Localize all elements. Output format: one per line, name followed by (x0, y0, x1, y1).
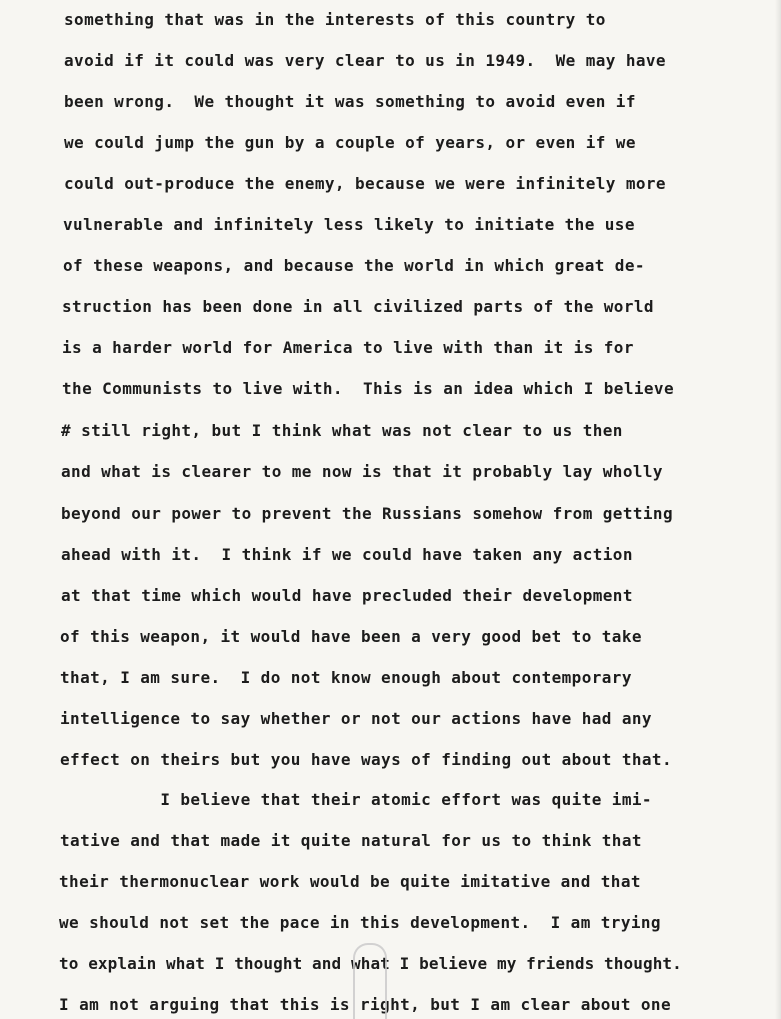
text-line: something that was in the interests of this country to (64, 10, 606, 29)
text-line: I am not arguing that this is right, but I am clear about one (59, 995, 672, 1014)
text-line: vulnerable and infinitely less likely to initiate the use (63, 215, 635, 234)
text-line: that, I am sure. I do not know enough about contemporary (60, 668, 632, 687)
text-line: effect on theirs but you have ways of finding out about that. (60, 750, 673, 769)
paper-clip-mark (353, 943, 387, 1019)
text-line: we should not set the pace in this development. I am trying (59, 913, 661, 932)
text-line: their thermonuclear work would be quite imitative and that (59, 872, 641, 891)
text-line: to explain what I thought and what I believe my friends thought. (59, 954, 682, 973)
text-line: is a harder world for America to live with than it is for (62, 338, 634, 357)
text-line: we could jump the gun by a couple of years, or even if we (64, 133, 636, 152)
page-edge-shadow (775, 0, 781, 1019)
text-line: beyond our power to prevent the Russians somehow from getting (61, 504, 674, 523)
text-line: struction has been done in all civilized parts of the world (62, 297, 654, 316)
text-line: # still right, but I think what was not clear to us then (61, 421, 623, 440)
text-line: I believe that their atomic effort was quite imi- (60, 790, 652, 809)
text-line: the Communists to live with. This is an idea which I believe (62, 379, 675, 398)
text-line: could out-produce the enemy, because we were infinitely more (64, 174, 666, 193)
text-line: and what is clearer to me now is that it probably lay wholly (61, 462, 663, 481)
text-line: intelligence to say whether or not our actions have had any (60, 709, 652, 728)
text-line: of these weapons, and because the world in which great de- (63, 256, 645, 275)
text-line: tative and that made it quite natural for us to think that (60, 831, 642, 850)
text-line: avoid if it could was very clear to us in 1949. We may have (64, 51, 666, 70)
text-line: ahead with it. I think if we could have taken any action (61, 545, 633, 564)
text-line: of this weapon, it would have been a very good bet to take (60, 627, 642, 646)
text-line: been wrong. We thought it was something to avoid even if (64, 92, 636, 111)
text-line: at that time which would have precluded their development (61, 586, 633, 605)
